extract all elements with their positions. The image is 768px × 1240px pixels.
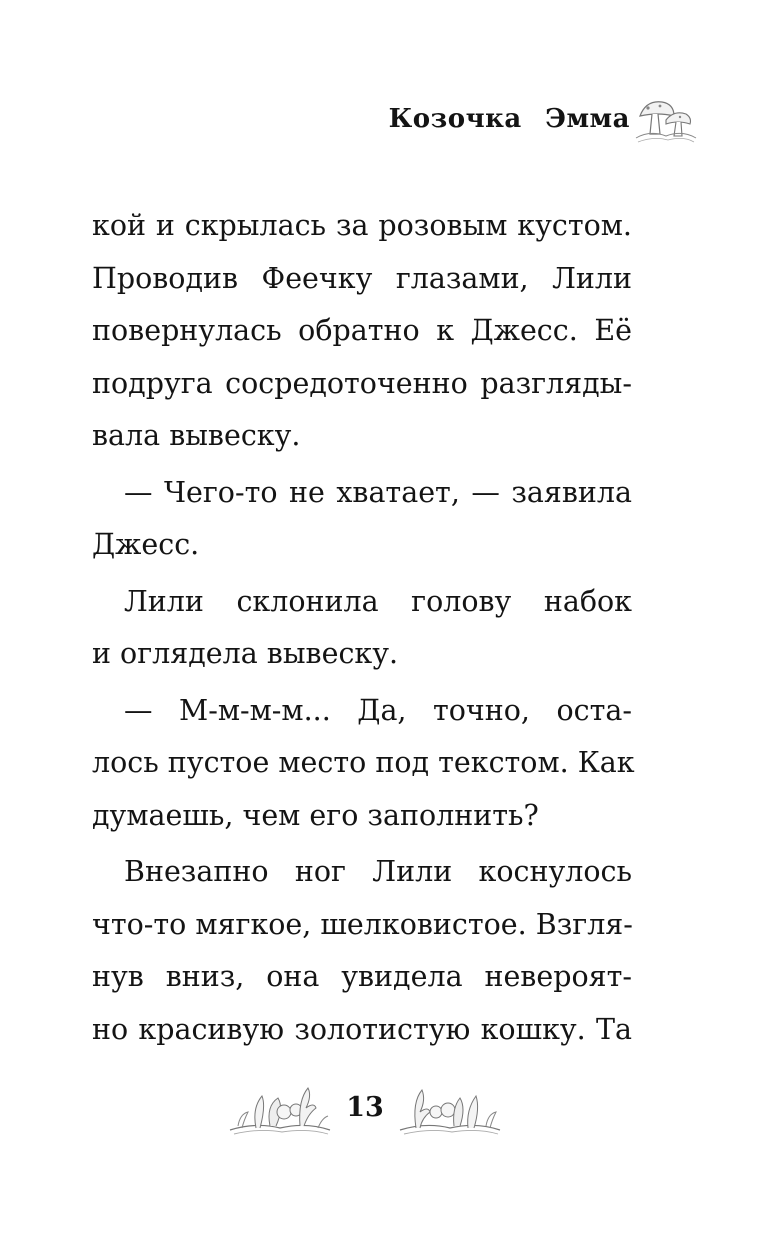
flower-ornament-icon: [396, 1078, 504, 1140]
text-line: что-то мягкое, шелковистое. Взгля-: [92, 907, 633, 941]
text-line: Лили склонила голову набок: [124, 584, 632, 618]
text-line: Проводив Феечку глазами, Лили: [92, 261, 632, 295]
text-line: кой и скрылась за розовым кустом.: [92, 209, 632, 242]
text-line: Джесс.: [92, 528, 200, 561]
text-line: — Чего-то не хватает, — заявила: [124, 475, 632, 509]
text-line: повернулась обратно к Джесс. Её: [92, 314, 632, 347]
text-line: нув вниз, она увидела невероят-: [92, 960, 632, 993]
text-line: но красивую золотистую кошку. Та: [92, 1012, 632, 1046]
text-line: подруга сосредоточенно разгляды-: [92, 366, 632, 400]
text-line: — М-м-м-м... Да, точно, оста-: [124, 693, 632, 727]
text-line: вала вывеску.: [92, 419, 301, 452]
text-line: Внезапно ног Лили коснулось: [124, 855, 632, 888]
page-number: 13: [346, 1092, 384, 1123]
running-head: [0, 90, 768, 150]
text-line: лось пустое место под текстом. Как: [92, 746, 635, 779]
running-title: Козочка Эмма: [388, 104, 630, 134]
body-text: [92, 200, 635, 1056]
text-line: думаешь, чем его заполнить?: [92, 798, 539, 832]
page-footer: [0, 1078, 768, 1148]
flower-ornament-icon: [226, 1078, 334, 1140]
text-line: и оглядела вывеску.: [92, 637, 399, 670]
mushroom-ornament-icon: [634, 90, 698, 146]
